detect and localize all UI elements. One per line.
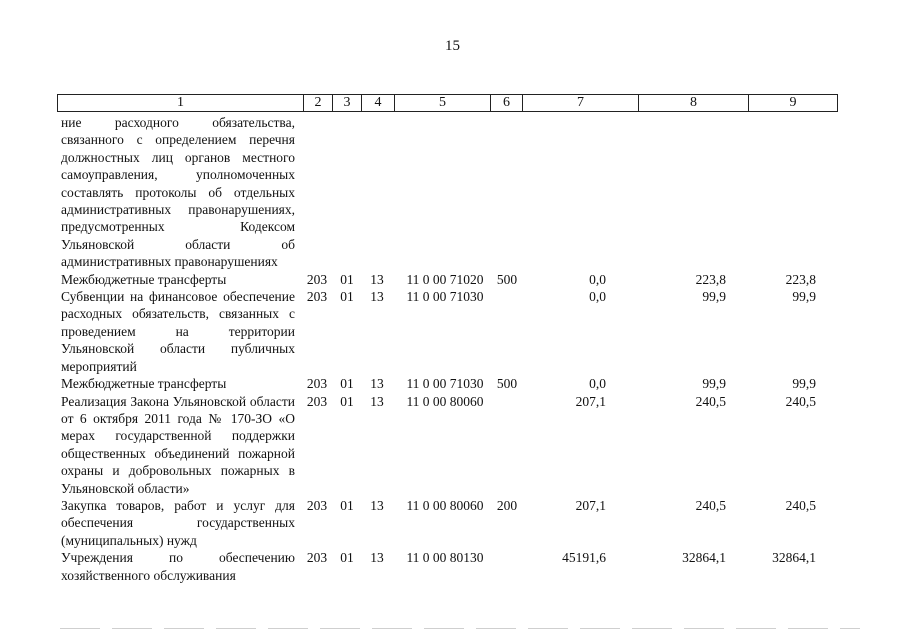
cell-c6: 500 [496,376,518,392]
cell-c9: 32864,1 [772,550,816,566]
cell-c5: 11 0 00 80060 [406,497,484,513]
header-col-8: 8 [639,95,749,111]
row-description: Межбюджетные трансферты [61,271,227,287]
header-col-9: 9 [789,95,797,110]
table-row [0,288,905,375]
cell-c8: 99,9 [702,376,726,392]
table-row [0,549,905,584]
cell-c8: 99,9 [702,289,726,305]
cell-c5: 11 0 00 71030 [406,289,484,305]
cell-c2: 203 [306,376,328,392]
cell-c7: 0,0 [589,271,606,287]
table-row [0,375,905,392]
cell-c6: 200 [496,497,518,513]
cell-c4: 13 [370,376,384,392]
header-col-1: 1 [58,95,304,111]
row-description: Закупка товаров, работ и услуг для обеспечения государственных (муниципальных) нужд [61,497,295,548]
bottom-divider [60,628,860,629]
cell-c8: 240,5 [695,497,726,513]
cell-c4: 13 [370,289,384,305]
header-col-6: 6 [491,95,523,111]
cell-c3: 01 [340,271,354,287]
cell-c8: 223,8 [695,271,726,287]
cell-c7: 45191,6 [562,550,606,566]
table-row [0,393,905,497]
cell-c6: 500 [496,271,518,287]
table-row [0,114,905,271]
cell-c3: 01 [340,376,354,392]
row-description: Субвенции на финансовое обеспечение расходных обязательств, связанных с проведением на территории Ульяновской области публичных мероприятий [61,289,295,374]
cell-c4: 13 [370,550,384,566]
table-body [0,114,905,584]
cell-c7: 0,0 [589,289,606,305]
cell-c3: 01 [340,289,354,305]
cell-c2: 203 [306,497,328,513]
page-number: 15 [445,38,460,54]
row-description: Учреждения по обеспечению хозяйственного обслуживания [61,550,295,583]
cell-c2: 203 [306,550,328,566]
table-header [57,94,838,112]
cell-c5: 11 0 00 80060 [406,393,484,409]
cell-c5: 11 0 00 71030 [406,376,484,392]
header-col-2: 2 [304,95,333,111]
cell-c4: 13 [370,393,384,409]
cell-c2: 203 [306,271,328,287]
table-row [0,497,905,549]
cell-c5: 11 0 00 80130 [406,550,484,566]
cell-c8: 32864,1 [682,550,726,566]
cell-c3: 01 [340,497,354,513]
cell-c9: 99,9 [792,289,816,305]
cell-c8: 240,5 [695,393,726,409]
cell-c9: 99,9 [792,376,816,392]
header-col-5: 5 [395,95,491,111]
cell-c3: 01 [340,550,354,566]
table-row [0,271,905,288]
row-description: Межбюджетные трансферты [61,376,227,392]
cell-c2: 203 [306,289,328,305]
cell-c2: 203 [306,393,328,409]
cell-c4: 13 [370,271,384,287]
cell-c7: 0,0 [589,376,606,392]
cell-c9: 223,8 [785,271,816,287]
header-col-4: 4 [362,95,395,111]
cell-c9: 240,5 [785,393,816,409]
row-description: ние расходного обязательства, связанного с определением перечня должностных лиц органов местного самоуправления, уполномоченных составлять протоколы об отдельных административных правонарушениях, предусмотренных Кодексом Ульяновской области об административных правонарушениях [61,115,295,270]
header-col-3: 3 [333,95,362,111]
cell-c9: 240,5 [785,497,816,513]
cell-c3: 01 [340,393,354,409]
header-col-7: 7 [523,95,639,111]
cell-c7: 207,1 [575,393,606,409]
row-description: Реализация Закона Ульяновской области от 6 октября 2011 года № 170-ЗО «О мерах государственной поддержки общественных объединений пожарной охраны и добровольных пожарных в Ульяновской области» [61,393,295,496]
cell-c4: 13 [370,497,384,513]
cell-c5: 11 0 00 71020 [406,271,484,287]
cell-c7: 207,1 [575,497,606,513]
